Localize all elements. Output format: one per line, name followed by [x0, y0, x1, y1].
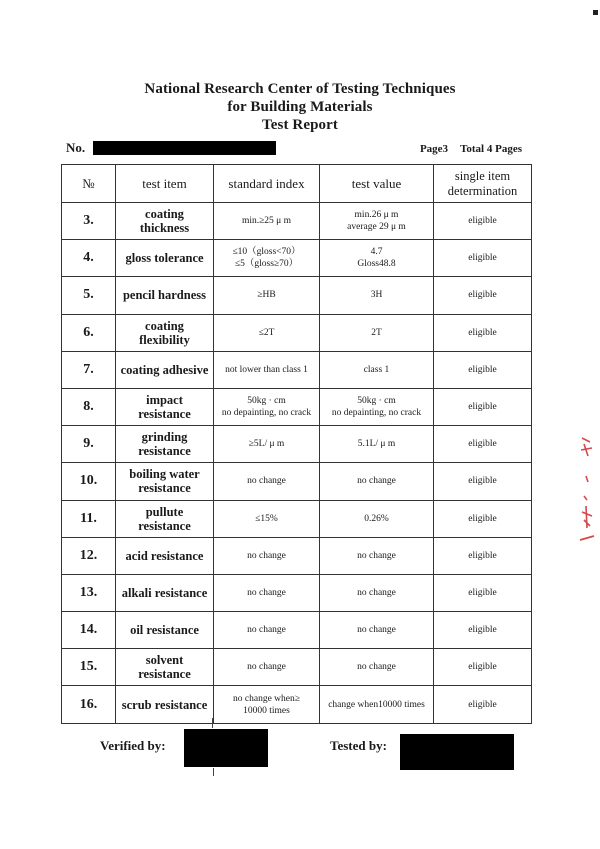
determination-cell: eligible [434, 612, 532, 649]
test-item-cell: coating thickness [116, 203, 214, 240]
row-number: 15. [62, 649, 116, 686]
test-item-cell: solvent resistance [116, 649, 214, 686]
col-header-standard-index: standard index [214, 165, 320, 203]
row-number: 7. [62, 351, 116, 388]
table-row [62, 574, 532, 611]
standard-index-cell: ≥HB [214, 277, 320, 314]
test-item-cell: oil resistance [116, 612, 214, 649]
test-value-cell: no change [320, 574, 434, 611]
signature-stroke [213, 768, 214, 776]
red-stamp-mark [578, 436, 596, 546]
standard-index-cell: 50kg · cm no depainting, no crack [214, 388, 320, 425]
report-header [0, 80, 600, 134]
table-row [62, 686, 532, 723]
test-item-cell: coating flexibility [116, 314, 214, 351]
table-row [62, 314, 532, 351]
test-value-cell: 4.7 Gloss48.8 [320, 240, 434, 277]
test-item-cell: gloss tolerance [116, 240, 214, 277]
determination-cell: eligible [434, 277, 532, 314]
tested-signature-redaction [400, 734, 514, 770]
table-row [62, 351, 532, 388]
test-item-cell: pullute resistance [116, 500, 214, 537]
header-line-1: National Research Center of Testing Techniques [144, 81, 456, 97]
determination-cell: eligible [434, 388, 532, 425]
report-number-redaction [93, 141, 276, 155]
table-row [62, 500, 532, 537]
test-item-cell: boiling water resistance [116, 463, 214, 500]
test-value-cell: 0.26% [320, 500, 434, 537]
test-results-table [61, 164, 532, 724]
test-value-cell: no change [320, 649, 434, 686]
header-line-3: Test Report [262, 117, 338, 133]
row-number: 8. [62, 388, 116, 425]
determination-cell: eligible [434, 426, 532, 463]
test-value-cell: 2T [320, 314, 434, 351]
standard-index-cell: ≥5L/ μ m [214, 426, 320, 463]
table-row [62, 203, 532, 240]
table-header-row [62, 165, 532, 203]
row-number: 11. [62, 500, 116, 537]
table-row [62, 426, 532, 463]
standard-index-cell: not lower than class 1 [214, 351, 320, 388]
test-item-cell: scrub resistance [116, 686, 214, 723]
determination-cell: eligible [434, 314, 532, 351]
determination-cell: eligible [434, 463, 532, 500]
test-item-cell: acid resistance [116, 537, 214, 574]
col-header-single-item-determination: single item determination [434, 165, 532, 203]
row-number: 3. [62, 203, 116, 240]
tested-by-label: Tested by: [330, 738, 387, 753]
row-number: 14. [62, 612, 116, 649]
page-number: Page3 [419, 143, 449, 155]
standard-index-cell: ≤10（gloss<70） ≤5（gloss≥70） [214, 240, 320, 277]
test-item-cell: grinding resistance [116, 426, 214, 463]
test-value-cell: no change [320, 612, 434, 649]
test-value-cell: change when10000 times [320, 686, 434, 723]
determination-cell: eligible [434, 574, 532, 611]
table-row [62, 240, 532, 277]
test-value-cell: 5.1L/ μ m [320, 426, 434, 463]
table-row [62, 537, 532, 574]
row-number: 4. [62, 240, 116, 277]
table-row [62, 277, 532, 314]
standard-index-cell: no change when≥ 10000 times [214, 686, 320, 723]
col-header-test-value: test value [320, 165, 434, 203]
test-value-cell: no change [320, 463, 434, 500]
test-item-cell: alkali resistance [116, 574, 214, 611]
determination-cell: eligible [434, 686, 532, 723]
standard-index-cell: min.≥25 μ m [214, 203, 320, 240]
determination-cell: eligible [434, 649, 532, 686]
table-body [62, 203, 532, 724]
determination-cell: eligible [434, 203, 532, 240]
standard-index-cell: no change [214, 649, 320, 686]
test-value-cell: 3H [320, 277, 434, 314]
test-value-cell: 50kg · cm no depainting, no crack [320, 388, 434, 425]
verified-by-label: Verified by: [100, 738, 166, 753]
standard-index-cell: no change [214, 463, 320, 500]
standard-index-cell: no change [214, 612, 320, 649]
col-header-test-item: test item [116, 165, 214, 203]
signature-stroke [212, 718, 213, 728]
scan-corner-mark [593, 10, 598, 15]
report-number-label: No. [66, 140, 86, 155]
standard-index-cell: no change [214, 537, 320, 574]
determination-cell: eligible [434, 537, 532, 574]
determination-cell: eligible [434, 351, 532, 388]
test-item-cell: pencil hardness [116, 277, 214, 314]
standard-index-cell: ≤2T [214, 314, 320, 351]
test-item-cell: impact resistance [116, 388, 214, 425]
row-number: 16. [62, 686, 116, 723]
table-row [62, 388, 532, 425]
test-item-cell: coating adhesive [116, 351, 214, 388]
report-number-row [66, 140, 526, 158]
row-number: 13. [62, 574, 116, 611]
test-value-cell: no change [320, 537, 434, 574]
table-row [62, 649, 532, 686]
row-number: 6. [62, 314, 116, 351]
verified-signature-redaction [184, 729, 268, 767]
standard-index-cell: no change [214, 574, 320, 611]
table-row [62, 612, 532, 649]
row-number: 5. [62, 277, 116, 314]
header-line-2: for Building Materials [227, 99, 373, 115]
test-value-cell: min.26 μ m average 29 μ m [320, 203, 434, 240]
row-number: 10. [62, 463, 116, 500]
table-row [62, 463, 532, 500]
determination-cell: eligible [434, 240, 532, 277]
pagination [408, 143, 522, 155]
test-value-cell: class 1 [320, 351, 434, 388]
determination-cell: eligible [434, 500, 532, 537]
total-pages: Total 4 Pages [460, 143, 522, 155]
row-number: 9. [62, 426, 116, 463]
standard-index-cell: ≤15% [214, 500, 320, 537]
row-number: 12. [62, 537, 116, 574]
col-header-no: № [62, 165, 116, 203]
